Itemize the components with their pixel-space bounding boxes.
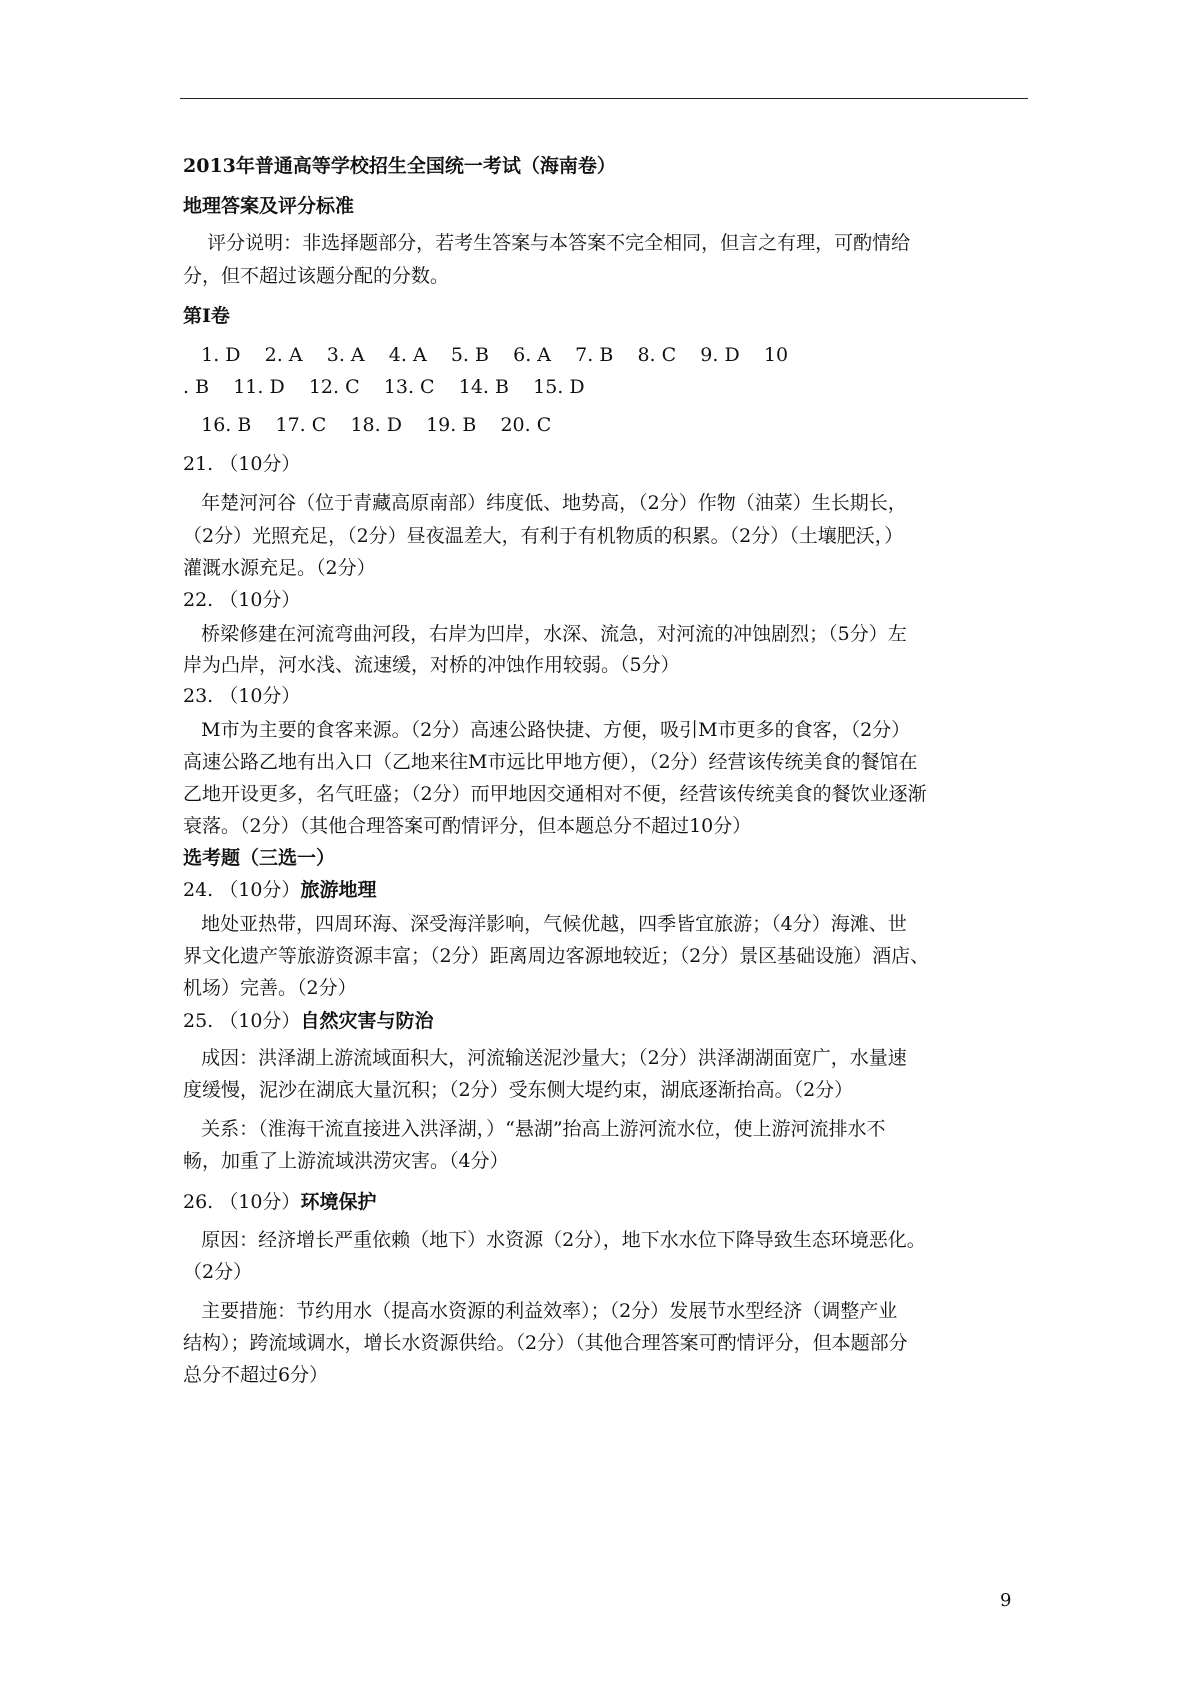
q23-line-4: 衰落。（2分）（其他合理答案可酌情评分，但本题总分不超过10分） <box>183 815 752 837</box>
q21-heading: 21. （10分） <box>183 453 301 475</box>
q25-heading-topic: 自然灾害与防治 <box>300 1010 434 1032</box>
q24-heading-number: 24. （10分） <box>183 879 301 901</box>
scoring-note-line-1: 评分说明：非选择题部分，若考生答案与本答案不完全相同，但言之有理，可酌情给 <box>183 232 911 254</box>
q26-heading <box>183 1189 376 1215</box>
choice-answers-row-1: 1. D 2. A 3. A 4. A 5. B 6. A 7. B 8. C 9. D 10 <box>183 344 789 366</box>
elective-heading: 选考题（三选一） <box>183 847 336 869</box>
q24-heading <box>183 877 376 903</box>
q26-heading-number: 26. （10分） <box>183 1191 301 1213</box>
document-subtitle: 地理答案及评分标准 <box>183 195 355 217</box>
q24-heading-topic: 旅游地理 <box>300 879 377 901</box>
q25-line-1: 成因：洪泽湖上游流域面积大，河流输送泥沙量大；（2分）洪泽湖湖面宽广，水量速 <box>183 1047 907 1069</box>
scoring-note-line-2: 分，但不超过该题分配的分数。 <box>183 265 450 287</box>
choice-answers-row-2: . B 11. D 12. C 13. C 14. B 15. D <box>183 376 585 398</box>
q22-line-1: 桥梁修建在河流弯曲河段，右岸为凹岸，水深、流急，对河流的冲蚀剧烈；（5分）左 <box>183 623 907 645</box>
q25-line-2: 度缓慢，泥沙在湖底大量沉积；（2分）受东侧大堤约束，湖底逐渐抬高。（2分） <box>183 1079 854 1101</box>
q25-line-4: 畅，加重了上游流域洪涝灾害。（4分） <box>183 1150 509 1172</box>
q26-line-1: 原因：经济增长严重依赖（地下）水资源（2分），地下水水位下降导致生态环境恶化。 <box>183 1229 926 1251</box>
q21-line-3: 灌溉水源充足。（2分） <box>183 557 376 579</box>
header-rule <box>180 98 1028 99</box>
q26-line-3: 主要措施：节约用水（提高水资源的利益效率）；（2分）发展节水型经济（调整产业 <box>183 1300 898 1322</box>
part-one-heading: 第Ⅰ卷 <box>183 305 230 327</box>
q25-heading <box>183 1008 433 1034</box>
q23-heading: 23. （10分） <box>183 685 301 707</box>
q23-line-1: M市为主要的食客来源。（2分）高速公路快捷、方便，吸引M市更多的食客，（2分） <box>183 719 911 741</box>
q21-line-1: 年楚河河谷（位于青藏高原南部）纬度低、地势高，（2分）作物（油菜）生长期长， <box>183 492 907 514</box>
q24-line-1: 地处亚热带，四周环海、深受海洋影响，气候优越，四季皆宜旅游；（4分）海滩、世 <box>183 913 907 935</box>
page-number: 9 <box>1000 1590 1012 1611</box>
q22-line-2: 岸为凸岸，河水浅、流速缓，对桥的冲蚀作用较弱。（5分） <box>183 654 680 676</box>
q24-line-2: 界文化遗产等旅游资源丰富；（2分）距离周边客源地较近；（2分）景区基础设施）酒店、 <box>183 945 930 967</box>
document-title: 2013年普通高等学校招生全国统一考试（海南卷） <box>183 155 616 177</box>
q23-line-2: 高速公路乙地有出入口（乙地来往M市远比甲地方便），（2分）经营该传统美食的餐馆在 <box>183 751 918 773</box>
q26-line-5: 总分不超过6分） <box>183 1364 329 1386</box>
q23-line-3: 乙地开设更多，名气旺盛；（2分）而甲地因交通相对不便，经营该传统美食的餐饮业逐渐 <box>183 783 927 805</box>
q25-line-3: 关系：（淮海干流直接进入洪泽湖，）“悬湖”抬高上游河流水位，使上游河流排水不 <box>183 1118 886 1140</box>
choice-answers-row-3: 16. B 17. C 18. D 19. B 20. C <box>183 414 552 436</box>
q26-line-4: 结构）；跨流域调水，增长水资源供给。（2分）（其他合理答案可酌情评分，但本题部分 <box>183 1332 908 1354</box>
q25-heading-number: 25. （10分） <box>183 1010 301 1032</box>
q26-line-2: （2分） <box>183 1261 253 1283</box>
q22-heading: 22. （10分） <box>183 589 301 611</box>
q21-line-2: （2分）光照充足，（2分）昼夜温差大，有利于有机物质的积累。（2分）（土壤肥沃，） <box>183 525 904 547</box>
q24-line-3: 机场）完善。（2分） <box>183 977 357 999</box>
q26-heading-topic: 环境保护 <box>300 1191 377 1213</box>
